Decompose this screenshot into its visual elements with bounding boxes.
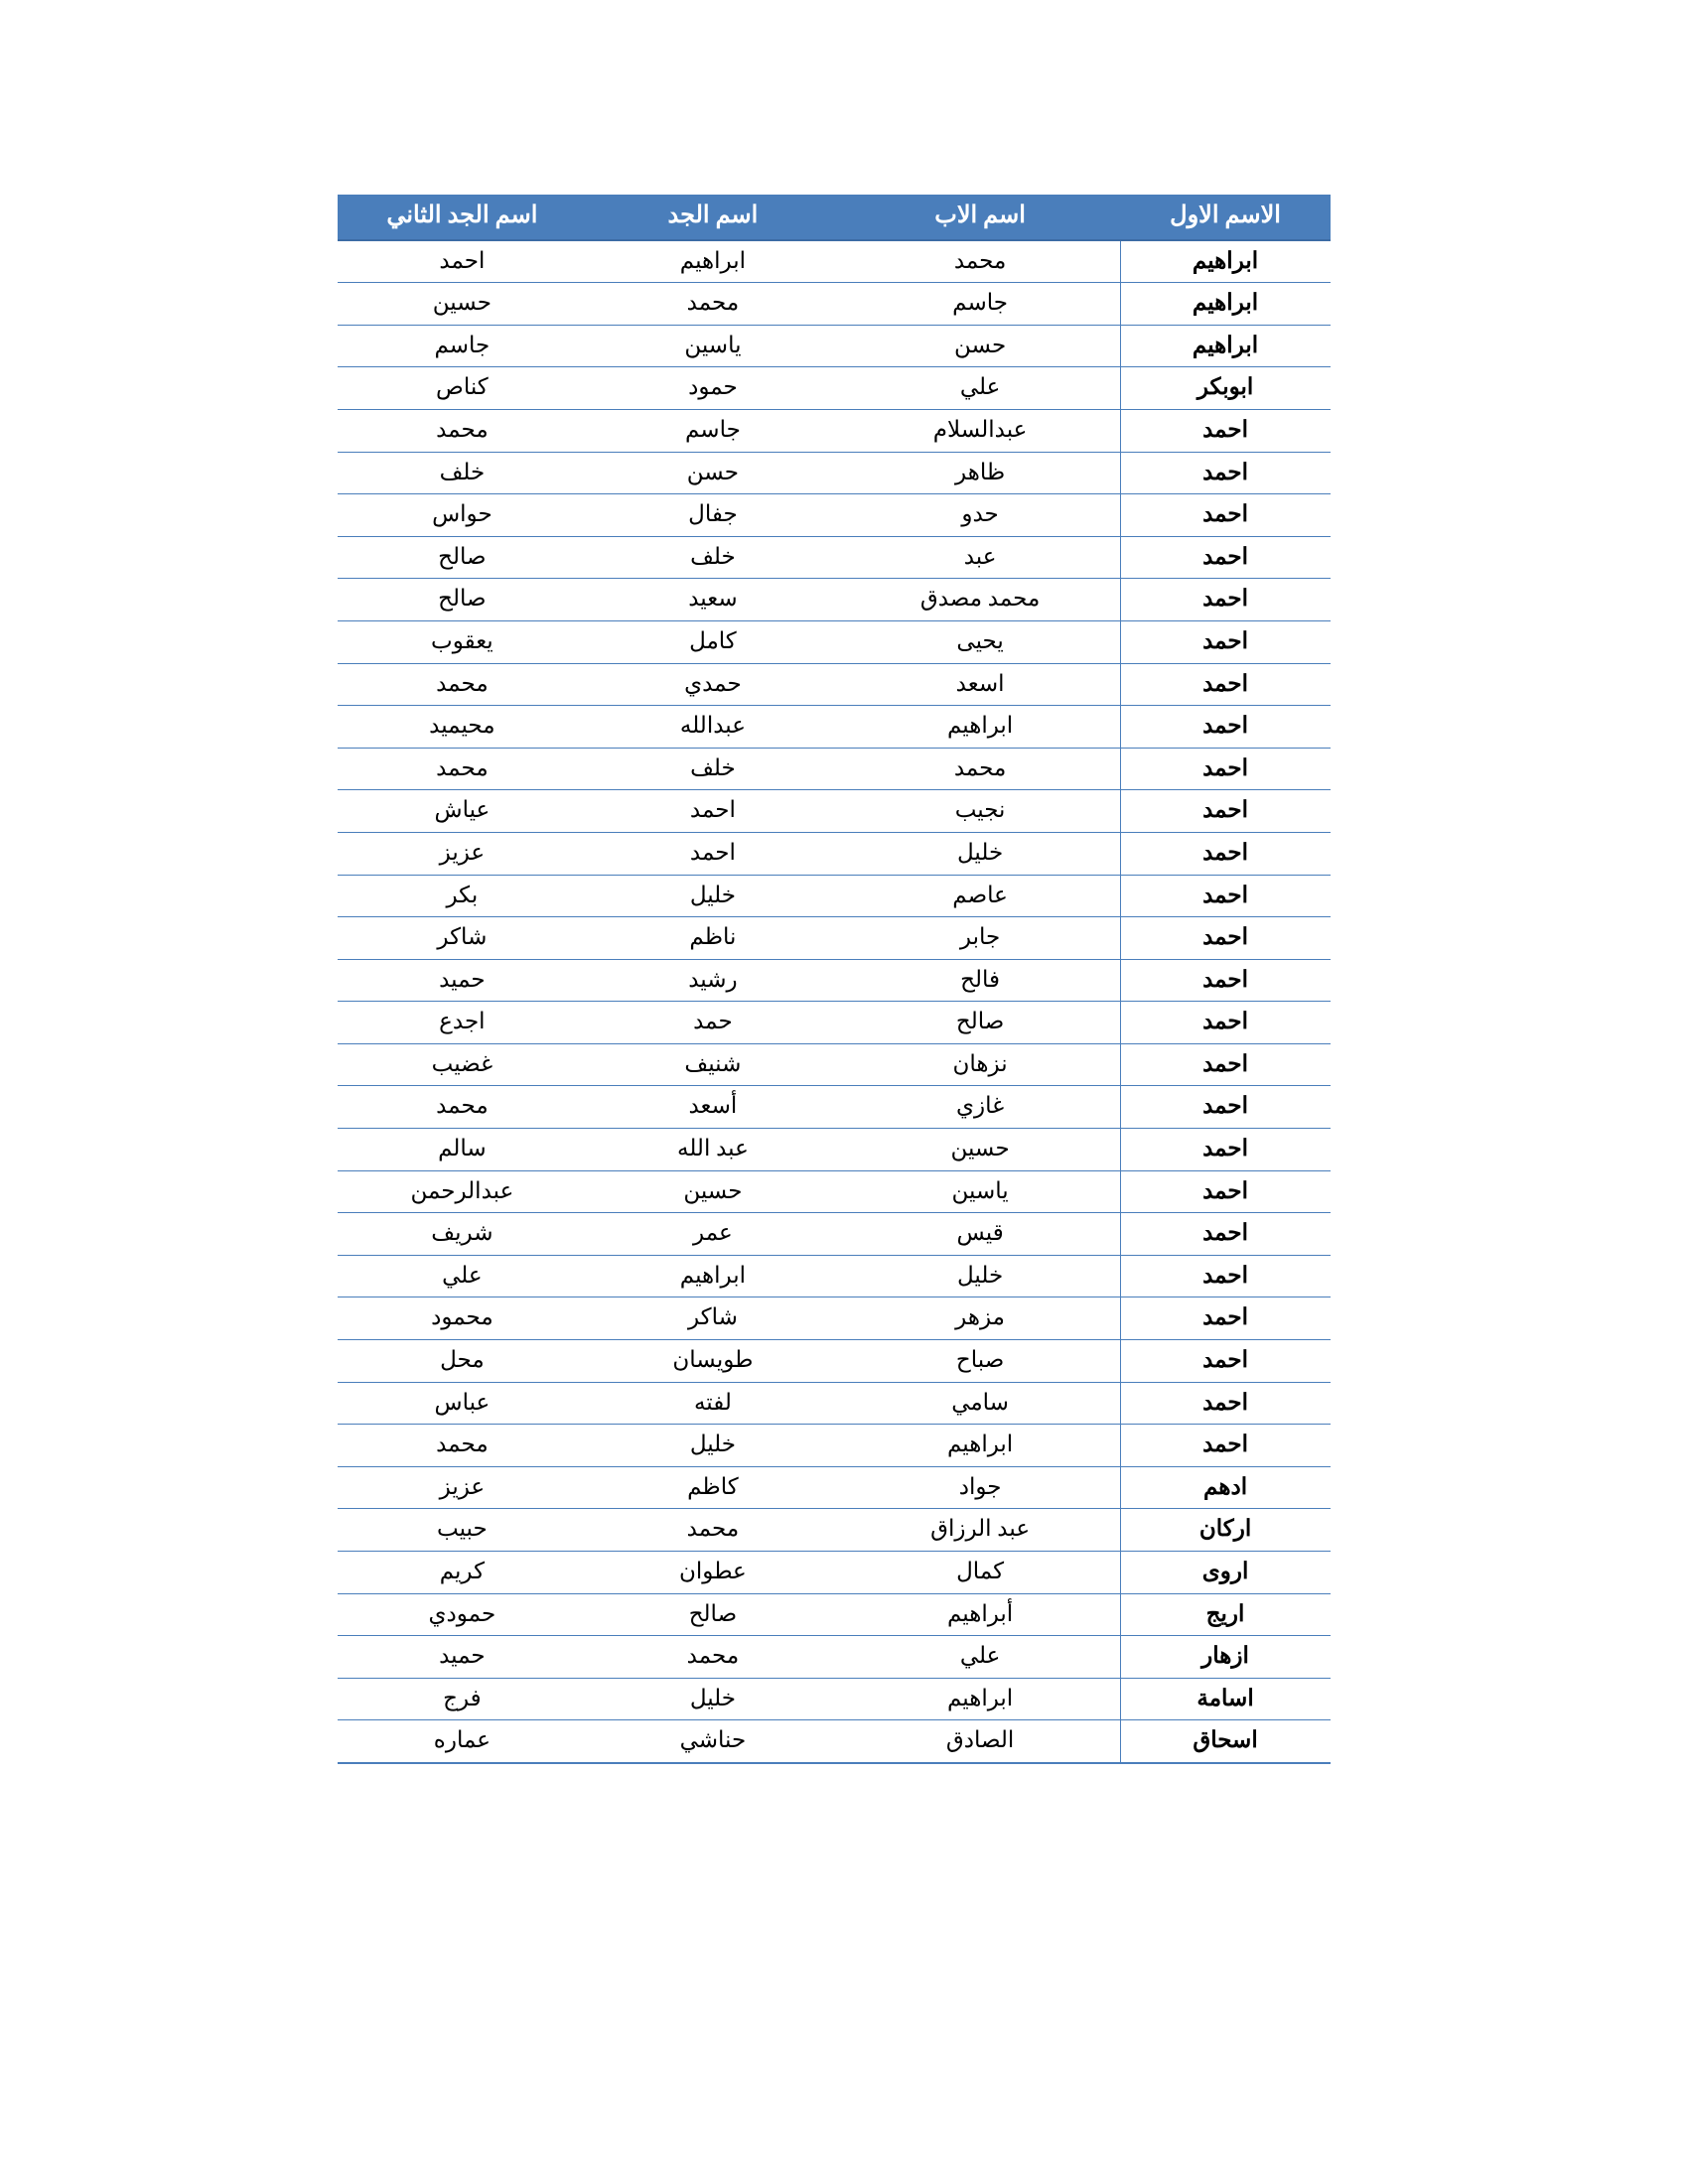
cell-father-name: نجيب [840, 790, 1121, 833]
cell-grandfather-name: جفال [586, 494, 839, 537]
cell-father-name: حدو [840, 494, 1121, 537]
cell-great-grandfather-name: عماره [339, 1720, 587, 1763]
table-row [339, 1086, 1331, 1129]
table-row [339, 1170, 1331, 1213]
cell-first-name: احمد [1121, 832, 1331, 875]
cell-father-name: الصادق [840, 1720, 1121, 1763]
table-row [339, 706, 1331, 749]
cell-first-name: احمد [1121, 409, 1331, 452]
cell-grandfather-name: محمد [586, 283, 839, 326]
table-row [339, 1636, 1331, 1679]
cell-grandfather-name: احمد [586, 790, 839, 833]
table-row [339, 409, 1331, 452]
cell-first-name: احمد [1121, 536, 1331, 579]
cell-great-grandfather-name: محمد [339, 1425, 587, 1467]
cell-father-name: محمد مصدق [840, 579, 1121, 621]
cell-great-grandfather-name: اجدع [339, 1002, 587, 1044]
table-row [339, 1509, 1331, 1552]
table-row [339, 367, 1331, 410]
cell-father-name: ابراهيم [840, 1678, 1121, 1720]
cell-grandfather-name: محمد [586, 1509, 839, 1552]
cell-first-name: اريج [1121, 1593, 1331, 1636]
cell-first-name: ابراهيم [1121, 240, 1331, 283]
cell-first-name: احمد [1121, 1382, 1331, 1425]
table-row [339, 959, 1331, 1002]
cell-first-name: احمد [1121, 452, 1331, 494]
cell-grandfather-name: احمد [586, 832, 839, 875]
cell-grandfather-name: صالح [586, 1593, 839, 1636]
cell-father-name: قيس [840, 1213, 1121, 1256]
cell-great-grandfather-name: شريف [339, 1213, 587, 1256]
table-row [339, 1297, 1331, 1340]
cell-great-grandfather-name: محمد [339, 1086, 587, 1129]
cell-father-name: عاصم [840, 875, 1121, 917]
cell-first-name: احمد [1121, 875, 1331, 917]
table-row [339, 748, 1331, 790]
cell-grandfather-name: سعيد [586, 579, 839, 621]
table-row [339, 832, 1331, 875]
cell-father-name: يحيى [840, 620, 1121, 663]
cell-first-name: ابراهيم [1121, 325, 1331, 367]
cell-grandfather-name: شنيف [586, 1043, 839, 1086]
table-row [339, 1552, 1331, 1594]
cell-father-name: نزهان [840, 1043, 1121, 1086]
table-row [339, 1382, 1331, 1425]
table-row [339, 283, 1331, 326]
cell-father-name: محمد [840, 748, 1121, 790]
cell-grandfather-name: حمد [586, 1002, 839, 1044]
cell-great-grandfather-name: صالح [339, 579, 587, 621]
table-row [339, 875, 1331, 917]
cell-father-name: حسين [840, 1129, 1121, 1171]
column-header-first-name: الاسم الاول [1121, 196, 1331, 240]
cell-great-grandfather-name: محمود [339, 1297, 587, 1340]
cell-grandfather-name: عبدالله [586, 706, 839, 749]
cell-first-name: ابراهيم [1121, 283, 1331, 326]
cell-grandfather-name: طويسان [586, 1340, 839, 1383]
cell-grandfather-name: ابراهيم [586, 1255, 839, 1297]
cell-great-grandfather-name: كناص [339, 367, 587, 410]
table-row [339, 1043, 1331, 1086]
cell-father-name: حسن [840, 325, 1121, 367]
cell-great-grandfather-name: صالح [339, 536, 587, 579]
cell-great-grandfather-name: حسين [339, 283, 587, 326]
cell-father-name: علي [840, 1636, 1121, 1679]
cell-grandfather-name: عمر [586, 1213, 839, 1256]
cell-father-name: فالح [840, 959, 1121, 1002]
cell-grandfather-name: خليل [586, 875, 839, 917]
cell-grandfather-name: خليل [586, 1425, 839, 1467]
cell-great-grandfather-name: حبيب [339, 1509, 587, 1552]
cell-great-grandfather-name: حميد [339, 1636, 587, 1679]
table-row [339, 536, 1331, 579]
cell-great-grandfather-name: محل [339, 1340, 587, 1383]
table-row [339, 1002, 1331, 1044]
column-header-great-grandfather-name: اسم الجد الثاني [339, 196, 587, 240]
table-row [339, 240, 1331, 283]
cell-great-grandfather-name: احمد [339, 240, 587, 283]
cell-grandfather-name: محمد [586, 1636, 839, 1679]
cell-grandfather-name: ناظم [586, 917, 839, 960]
cell-great-grandfather-name: عياش [339, 790, 587, 833]
cell-father-name: جاسم [840, 283, 1121, 326]
cell-first-name: احمد [1121, 1086, 1331, 1129]
cell-father-name: صباح [840, 1340, 1121, 1383]
cell-grandfather-name: رشيد [586, 959, 839, 1002]
cell-father-name: كمال [840, 1552, 1121, 1594]
cell-first-name: احمد [1121, 663, 1331, 706]
cell-great-grandfather-name: بكر [339, 875, 587, 917]
table-row [339, 494, 1331, 537]
table-body [339, 240, 1331, 1763]
cell-grandfather-name: خلف [586, 748, 839, 790]
cell-grandfather-name: حمود [586, 367, 839, 410]
cell-great-grandfather-name: علي [339, 1255, 587, 1297]
cell-grandfather-name: عبد الله [586, 1129, 839, 1171]
cell-grandfather-name: حناشي [586, 1720, 839, 1763]
cell-great-grandfather-name: عزيز [339, 1466, 587, 1509]
cell-great-grandfather-name: جاسم [339, 325, 587, 367]
cell-grandfather-name: لفته [586, 1382, 839, 1425]
column-header-grandfather-name: اسم الجد [586, 196, 839, 240]
table-row [339, 663, 1331, 706]
column-header-father-name: اسم الاب [840, 196, 1121, 240]
cell-great-grandfather-name: عبدالرحمن [339, 1170, 587, 1213]
cell-father-name: سامي [840, 1382, 1121, 1425]
cell-great-grandfather-name: حواس [339, 494, 587, 537]
cell-grandfather-name: حسين [586, 1170, 839, 1213]
cell-first-name: احمد [1121, 748, 1331, 790]
cell-first-name: اسامة [1121, 1678, 1331, 1720]
table-row [339, 1340, 1331, 1383]
table-row [339, 325, 1331, 367]
cell-first-name: احمد [1121, 1340, 1331, 1383]
cell-great-grandfather-name: حميد [339, 959, 587, 1002]
cell-first-name: اركان [1121, 1509, 1331, 1552]
table-row [339, 1593, 1331, 1636]
cell-great-grandfather-name: سالم [339, 1129, 587, 1171]
cell-father-name: اسعد [840, 663, 1121, 706]
cell-grandfather-name: ابراهيم [586, 240, 839, 283]
table-row [339, 1213, 1331, 1256]
cell-first-name: احمد [1121, 620, 1331, 663]
cell-first-name: احمد [1121, 579, 1331, 621]
names-table-container [338, 195, 1331, 1764]
cell-first-name: احمد [1121, 1043, 1331, 1086]
cell-first-name: احمد [1121, 1425, 1331, 1467]
table-row [339, 1425, 1331, 1467]
cell-first-name: اسحاق [1121, 1720, 1331, 1763]
table-row [339, 1255, 1331, 1297]
cell-father-name: محمد [840, 240, 1121, 283]
cell-first-name: احمد [1121, 1297, 1331, 1340]
cell-first-name: احمد [1121, 1002, 1331, 1044]
cell-grandfather-name: حسن [586, 452, 839, 494]
cell-father-name: جابر [840, 917, 1121, 960]
table-row [339, 917, 1331, 960]
cell-great-grandfather-name: حمودي [339, 1593, 587, 1636]
table-row [339, 620, 1331, 663]
cell-first-name: احمد [1121, 790, 1331, 833]
cell-first-name: احمد [1121, 959, 1331, 1002]
cell-first-name: احمد [1121, 494, 1331, 537]
cell-father-name: عبدالسلام [840, 409, 1121, 452]
cell-father-name: عبد [840, 536, 1121, 579]
cell-first-name: اروى [1121, 1552, 1331, 1594]
cell-father-name: خليل [840, 832, 1121, 875]
cell-great-grandfather-name: محمد [339, 663, 587, 706]
cell-grandfather-name: حمدي [586, 663, 839, 706]
cell-father-name: عبد الرزاق [840, 1509, 1121, 1552]
cell-great-grandfather-name: غضيب [339, 1043, 587, 1086]
cell-father-name: ياسين [840, 1170, 1121, 1213]
cell-first-name: احمد [1121, 1129, 1331, 1171]
cell-grandfather-name: أسعد [586, 1086, 839, 1129]
table-row [339, 452, 1331, 494]
cell-first-name: احمد [1121, 1255, 1331, 1297]
cell-first-name: احمد [1121, 917, 1331, 960]
cell-father-name: أبراهيم [840, 1593, 1121, 1636]
cell-grandfather-name: عطوان [586, 1552, 839, 1594]
cell-father-name: ظاهر [840, 452, 1121, 494]
names-table [338, 195, 1331, 1764]
cell-father-name: علي [840, 367, 1121, 410]
cell-great-grandfather-name: محمد [339, 748, 587, 790]
table-row [339, 1129, 1331, 1171]
cell-grandfather-name: ياسين [586, 325, 839, 367]
cell-grandfather-name: شاكر [586, 1297, 839, 1340]
cell-grandfather-name: خليل [586, 1678, 839, 1720]
cell-first-name: ازهار [1121, 1636, 1331, 1679]
cell-great-grandfather-name: خلف [339, 452, 587, 494]
cell-great-grandfather-name: فرج [339, 1678, 587, 1720]
table-header-row [339, 196, 1331, 240]
cell-great-grandfather-name: عزيز [339, 832, 587, 875]
cell-father-name: خليل [840, 1255, 1121, 1297]
cell-grandfather-name: خلف [586, 536, 839, 579]
cell-great-grandfather-name: عباس [339, 1382, 587, 1425]
table-row [339, 1466, 1331, 1509]
cell-father-name: ابراهيم [840, 706, 1121, 749]
cell-great-grandfather-name: يعقوب [339, 620, 587, 663]
cell-father-name: ابراهيم [840, 1425, 1121, 1467]
cell-grandfather-name: كاظم [586, 1466, 839, 1509]
cell-first-name: احمد [1121, 1170, 1331, 1213]
table-row [339, 790, 1331, 833]
cell-father-name: جواد [840, 1466, 1121, 1509]
table-row [339, 1678, 1331, 1720]
cell-father-name: غازي [840, 1086, 1121, 1129]
cell-first-name: ابوبكر [1121, 367, 1331, 410]
table-header [339, 196, 1331, 240]
cell-first-name: احمد [1121, 706, 1331, 749]
cell-great-grandfather-name: محمد [339, 409, 587, 452]
cell-first-name: ادهم [1121, 1466, 1331, 1509]
cell-first-name: احمد [1121, 1213, 1331, 1256]
cell-great-grandfather-name: كريم [339, 1552, 587, 1594]
cell-grandfather-name: جاسم [586, 409, 839, 452]
table-row [339, 1720, 1331, 1763]
cell-father-name: صالح [840, 1002, 1121, 1044]
cell-father-name: مزهر [840, 1297, 1121, 1340]
cell-grandfather-name: كامل [586, 620, 839, 663]
table-row [339, 579, 1331, 621]
cell-great-grandfather-name: شاكر [339, 917, 587, 960]
cell-great-grandfather-name: محيميد [339, 706, 587, 749]
